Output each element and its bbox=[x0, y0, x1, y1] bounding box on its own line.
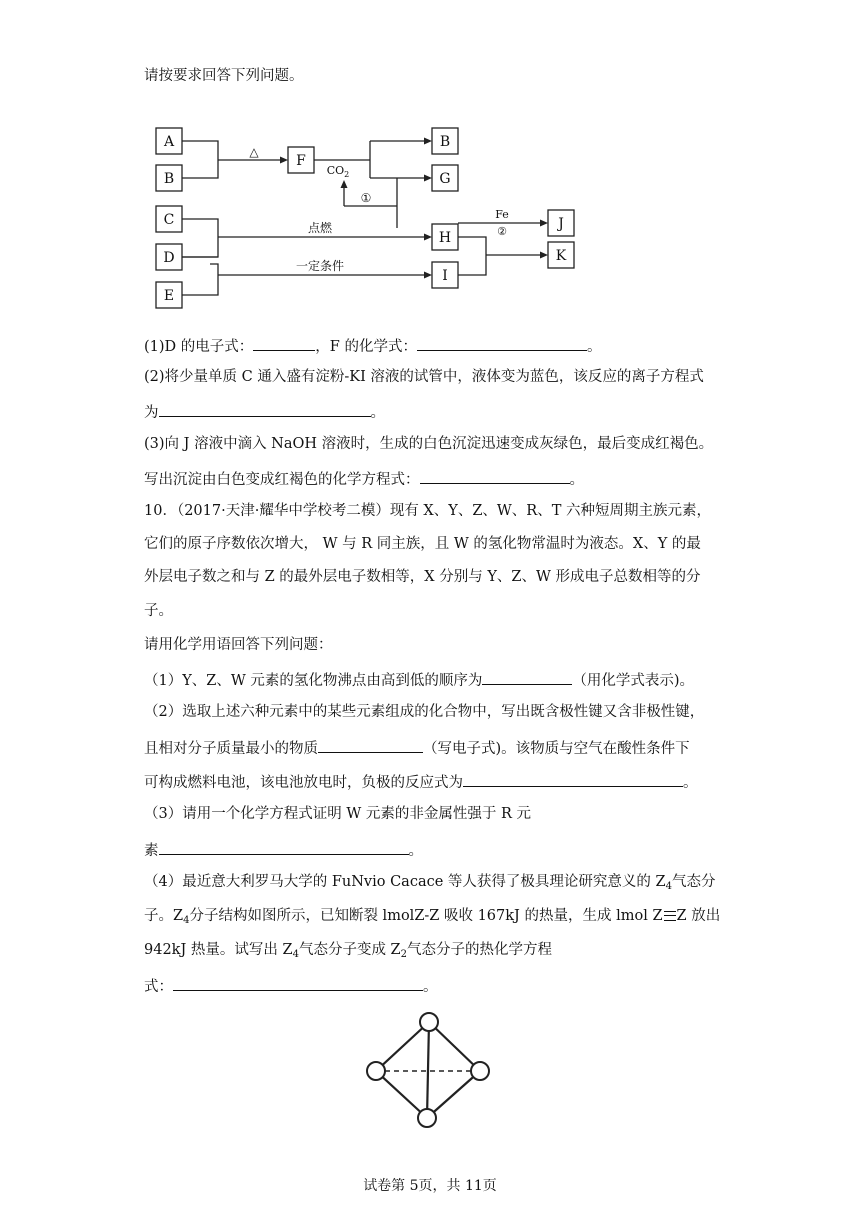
box-B-left-label: B bbox=[163, 171, 175, 187]
q10-sub1: （1）Y、Z、W 元素的氢化物沸点由高到低的顺序为 （用化学式表示)。 bbox=[144, 668, 694, 691]
q9-part2-line2: 为 。 bbox=[144, 400, 385, 423]
box-C-label: C bbox=[163, 212, 175, 228]
ignite-label: 点燃 bbox=[307, 221, 333, 235]
q10-sub3-line1: （3）请用一个化学方程式证明 W 元素的非金属性强于 R 元 bbox=[144, 806, 531, 822]
box-A-label: A bbox=[163, 134, 175, 150]
q10-sub3-line2: 素 。 bbox=[144, 838, 423, 861]
atom-bottom bbox=[418, 1109, 436, 1127]
atom-top bbox=[420, 1013, 438, 1031]
q10-line4: 子。 bbox=[144, 603, 173, 619]
reaction-flow-diagram bbox=[150, 118, 590, 318]
box-F-label: F bbox=[296, 153, 306, 169]
q10-sub4-line2: 子。$Z_4$分子结构如图所示，已知断裂 lmolZ-Z 吸收 167kJ 的热量，生成 lmol Z Z 放出 bbox=[144, 908, 721, 926]
answer-blank[interactable] bbox=[417, 334, 587, 351]
fe-label: Fe bbox=[495, 208, 509, 221]
q10-line2: 它们的原子序数依次增大， W 与 R 同主族，且 W 的氢化物常温时为液态。X、Y 的最 bbox=[144, 536, 701, 552]
triple-bond-icon bbox=[664, 911, 676, 921]
q9-part3-line1: (3)向 J 溶液中滴入 NaOH 溶液时，生成的白色沉淀迅速变成灰绿色，最后变成红褐色。 bbox=[144, 436, 714, 452]
intro-text: 请按要求回答下列问题。 bbox=[144, 68, 304, 84]
q10-sub2-line1: （2）选取上述六种元素中的某些元素组成的化合物中，写出既含极性键又含非极性键， bbox=[144, 704, 705, 720]
box-D-label: D bbox=[163, 250, 175, 266]
condition-label: 一定条件 bbox=[295, 259, 345, 273]
q9-part3-line2: 写出沉淀由白色变成红褐色的化学方程式： 。 bbox=[144, 467, 584, 490]
q10-sub4-line1: （4）最近意大利罗马大学的 FuNvio Cacace 等人获得了极具理论研究意义的 $Z_4$气态分 bbox=[144, 874, 716, 892]
answer-blank[interactable] bbox=[318, 736, 423, 753]
q10-line3: 外层电子数之和与 Z 的最外层电子数相等，X 分别与 Y、Z、W 形成电子总数相等的分 bbox=[144, 569, 701, 585]
atom-left bbox=[367, 1062, 385, 1080]
q10-sub4-line4: 式： 。 bbox=[144, 974, 438, 997]
answer-blank[interactable] bbox=[159, 400, 371, 417]
z4-molecule-structure bbox=[362, 1010, 492, 1132]
answer-blank[interactable] bbox=[482, 668, 572, 685]
q10-sub2-line3: 可构成燃料电池，该电池放电时，负极的反应式为 。 bbox=[144, 770, 698, 793]
q10-sub2-line2: 且相对分子质量最小的物质 （写电子式)。该物质与空气在酸性条件下 bbox=[144, 736, 690, 759]
answer-blank[interactable] bbox=[463, 770, 683, 787]
box-I-label: I bbox=[442, 268, 448, 284]
box-E-label: E bbox=[163, 288, 175, 304]
step2-label: ② bbox=[497, 225, 507, 238]
answer-blank[interactable] bbox=[420, 467, 570, 484]
answer-blank[interactable] bbox=[253, 334, 315, 351]
heat-label: △ bbox=[249, 145, 259, 159]
q10-line5: 请用化学用语回答下列问题： bbox=[144, 637, 333, 653]
q9-part2-line1: (2)将少量单质 C 通入盛有淀粉-KI 溶液的试管中，液体变为蓝色，该反应的离子方程式 bbox=[144, 369, 704, 385]
box-B-right-label: B bbox=[439, 134, 451, 150]
q10-sub4-line3: 942kJ 热量。试写出 $Z_4$气态分子变成 $Z_2$气态分子的热化学方程 bbox=[144, 942, 553, 960]
step1-label: ① bbox=[360, 191, 372, 205]
atom-right bbox=[471, 1062, 489, 1080]
answer-blank[interactable] bbox=[173, 974, 423, 991]
box-G-label: G bbox=[439, 171, 451, 187]
page-footer: 试卷第 5页，共 11页 bbox=[363, 1178, 497, 1194]
q9-part1: (1)D 的电子式： ，F 的化学式： 。 bbox=[144, 334, 601, 357]
co2-label: $CO_2$ bbox=[326, 164, 350, 179]
answer-blank[interactable] bbox=[159, 838, 409, 855]
box-H-label: H bbox=[438, 230, 452, 246]
q10-line1: 10．（2017·天津·耀华中学校考二模）现有 X、Y、Z、W、R、T 六种短周期主族元素， bbox=[144, 503, 711, 519]
box-J-label: J bbox=[558, 216, 564, 232]
box-K-label: K bbox=[555, 248, 567, 264]
